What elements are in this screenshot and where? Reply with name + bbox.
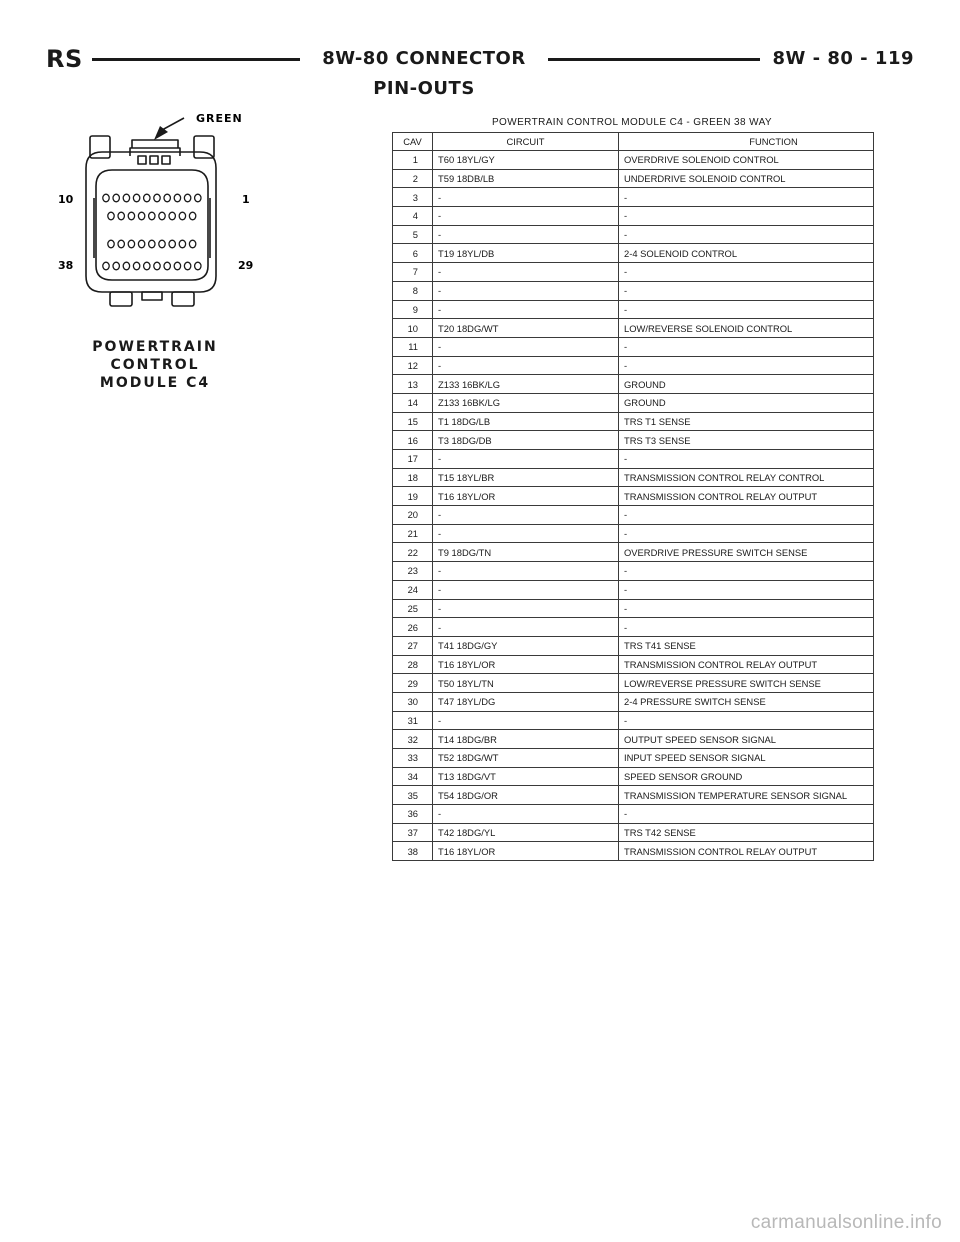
circuit-cell: T16 18YL/OR [433,487,619,506]
cav-cell: 15 [393,412,433,431]
table-row [393,169,874,188]
pin-cavity [144,262,150,270]
header-rule-right [548,58,760,61]
table-row [393,805,874,824]
pin-cavity [159,240,165,248]
function-cell: LOW/REVERSE PRESSURE SWITCH SENSE [619,674,874,693]
circuit-cell: - [433,281,619,300]
pin-cavity [184,194,190,202]
pin-cavity [133,194,139,202]
function-cell: - [619,300,874,319]
pin-cavity [169,240,175,248]
function-cell: - [619,524,874,543]
table-row [393,655,874,674]
cav-cell: 35 [393,786,433,805]
cav-cell: 25 [393,599,433,618]
cav-cell: 37 [393,823,433,842]
circuit-cell: Z133 16BK/LG [433,393,619,412]
function-cell: - [619,225,874,244]
circuit-cell: - [433,580,619,599]
cav-cell: 29 [393,674,433,693]
table-row [393,151,874,170]
function-cell: TRANSMISSION CONTROL RELAY OUTPUT [619,487,874,506]
table-header-row [393,133,874,151]
connector-color-label: GREEN [196,112,243,125]
latch-slot-3 [162,156,170,164]
function-cell: - [619,599,874,618]
table-row [393,188,874,207]
function-cell: TRS T42 SENSE [619,823,874,842]
circuit-cell: T14 18DG/BR [433,730,619,749]
header-function: FUNCTION [619,133,874,151]
function-cell: INPUT SPEED SENSOR SIGNAL [619,749,874,768]
pin-label-10: 10 [58,193,74,206]
table-row [393,356,874,375]
table-row [393,599,874,618]
outer-shell [86,152,216,292]
cav-cell: 30 [393,692,433,711]
circuit-cell: - [433,562,619,581]
cav-cell: 6 [393,244,433,263]
function-cell: - [619,207,874,226]
circuit-cell: - [433,188,619,207]
cav-cell: 12 [393,356,433,375]
circuit-cell: T3 18DG/DB [433,431,619,450]
function-cell: TRANSMISSION CONTROL RELAY OUTPUT [619,655,874,674]
function-cell: GROUND [619,393,874,412]
header-rule-left [92,58,304,61]
table-row [393,207,874,226]
circuit-cell: - [433,599,619,618]
header-circuit: CIRCUIT [433,133,619,151]
circuit-cell: - [433,711,619,730]
function-cell: TRS T3 SENSE [619,431,874,450]
circuit-cell: T42 18DG/YL [433,823,619,842]
circuit-cell: - [433,225,619,244]
table-row [393,749,874,768]
cav-cell: 36 [393,805,433,824]
latch-slot-2 [150,156,158,164]
table-row [393,730,874,749]
table-row [393,468,874,487]
table-row [393,300,874,319]
bottom-right-tab [172,292,194,306]
latch-body [130,140,180,156]
cav-cell: 9 [393,300,433,319]
function-cell: - [619,580,874,599]
circuit-cell: T15 18YL/BR [433,468,619,487]
table-row [393,674,874,693]
pin-cavity [189,212,195,220]
cav-cell: 16 [393,431,433,450]
circuit-cell: - [433,263,619,282]
circuit-cell: T54 18DG/OR [433,786,619,805]
function-cell: - [619,562,874,581]
pin-cavity [154,194,160,202]
function-cell: - [619,805,874,824]
latch-slot-1 [138,156,146,164]
cav-cell: 5 [393,225,433,244]
table-title: POWERTRAIN CONTROL MODULE C4 - GREEN 38 WAY [491,117,772,128]
circuit-cell: - [433,524,619,543]
caption-line-2: CONTROL [110,357,200,373]
cav-cell: 19 [393,487,433,506]
section-code: RS [46,45,83,73]
function-cell: - [619,188,874,207]
cav-cell: 23 [393,562,433,581]
table-row [393,450,874,469]
function-cell: TRANSMISSION CONTROL RELAY OUTPUT [619,842,874,861]
label-pointer-line [162,118,184,130]
circuit-cell: T19 18YL/DB [433,244,619,263]
circuit-cell: - [433,506,619,525]
table-row [393,487,874,506]
pin-cavity [133,262,139,270]
table-row [393,244,874,263]
circuit-cell: T20 18DG/WT [433,319,619,338]
circuit-cell: T1 18DG/LB [433,412,619,431]
pin-cavity [164,194,170,202]
cav-cell: 17 [393,450,433,469]
pin-cavity [189,240,195,248]
circuit-cell: - [433,300,619,319]
function-cell: - [619,450,874,469]
circuit-cell: - [433,356,619,375]
page-number: 8W - 80 - 119 [764,44,914,74]
table-row [393,281,874,300]
pin-cavity [103,194,109,202]
circuit-cell: T52 18DG/WT [433,749,619,768]
pin-cavity [154,262,160,270]
cav-cell: 26 [393,618,433,637]
function-cell: - [619,618,874,637]
circuit-cell: T41 18DG/GY [433,636,619,655]
cav-cell: 21 [393,524,433,543]
function-cell: - [619,263,874,282]
cav-cell: 33 [393,749,433,768]
pin-cavity [179,212,185,220]
circuit-cell: T60 18YL/GY [433,151,619,170]
cav-cell: 31 [393,711,433,730]
cav-cell: 4 [393,207,433,226]
cav-cell: 28 [393,655,433,674]
function-cell: - [619,281,874,300]
circuit-cell: Z133 16BK/LG [433,375,619,394]
pin-cavity [113,194,119,202]
table-row [393,842,874,861]
bottom-key [142,292,162,300]
table-row [393,580,874,599]
table-row [393,786,874,805]
cav-cell: 20 [393,506,433,525]
circuit-cell: T16 18YL/OR [433,655,619,674]
pin-cavity [108,240,114,248]
pin-cavity [108,212,114,220]
circuit-cell: T13 18DG/VT [433,767,619,786]
table-row [393,543,874,562]
pin-cavity [195,262,201,270]
circuit-cell: - [433,618,619,637]
pin-cavity [144,194,150,202]
cav-cell: 13 [393,375,433,394]
pin-cavity [184,262,190,270]
function-cell: TRANSMISSION CONTROL RELAY CONTROL [619,468,874,487]
circuit-cell: T16 18YL/OR [433,842,619,861]
table-row [393,375,874,394]
function-cell: OUTPUT SPEED SENSOR SIGNAL [619,730,874,749]
pin-cavity [138,212,144,220]
cav-cell: 38 [393,842,433,861]
function-cell: GROUND [619,375,874,394]
function-cell: UNDERDRIVE SOLENOID CONTROL [619,169,874,188]
table-row [393,225,874,244]
header-cav: CAV [393,133,433,151]
pin-cavity [179,240,185,248]
circuit-cell: T50 18YL/TN [433,674,619,693]
pin-cavity [103,262,109,270]
connector-illustration [50,108,254,328]
function-cell: - [619,711,874,730]
table-row [393,412,874,431]
table-row [393,636,874,655]
cav-cell: 3 [393,188,433,207]
table-row [393,319,874,338]
pin-cavity [118,212,124,220]
pin-cavity [138,240,144,248]
cav-cell: 22 [393,543,433,562]
cav-cell: 2 [393,169,433,188]
function-cell: 2-4 PRESSURE SWITCH SENSE [619,692,874,711]
pin-cavity [174,262,180,270]
watermark: carmanualsonline.info [750,1212,942,1233]
table-row [393,618,874,637]
function-cell: - [619,356,874,375]
function-cell: SPEED SENSOR GROUND [619,767,874,786]
cav-cell: 1 [393,151,433,170]
table-row [393,337,874,356]
function-cell: TRS T1 SENSE [619,412,874,431]
function-cell: 2-4 SOLENOID CONTROL [619,244,874,263]
pin-label-29: 29 [238,259,254,272]
table-row [393,823,874,842]
table-row [393,431,874,450]
pin-label-38: 38 [58,259,74,272]
circuit-cell: - [433,450,619,469]
function-cell: TRS T41 SENSE [619,636,874,655]
table-row [393,692,874,711]
function-cell: OVERDRIVE PRESSURE SWITCH SENSE [619,543,874,562]
cav-cell: 8 [393,281,433,300]
function-cell: - [619,506,874,525]
circuit-cell: T9 18DG/TN [433,543,619,562]
function-cell: LOW/REVERSE SOLENOID CONTROL [619,319,874,338]
cav-cell: 11 [393,337,433,356]
pin-cavity [123,194,129,202]
inner-face [96,170,208,280]
cav-cell: 27 [393,636,433,655]
table-row [393,767,874,786]
cav-cell: 32 [393,730,433,749]
cav-cell: 7 [393,263,433,282]
pinout-table [392,132,874,861]
pin-cavity [128,212,134,220]
pin-label-1: 1 [242,193,250,206]
table-row [393,393,874,412]
page-title: 8W-80 CONNECTOR PIN-OUTS [300,44,548,104]
circuit-cell: - [433,337,619,356]
table-row [393,263,874,282]
circuit-cell: T59 18DB/LB [433,169,619,188]
circuit-cell: T47 18YL/DG [433,692,619,711]
pin-cavity [149,240,155,248]
table-row [393,562,874,581]
table-row [393,506,874,525]
function-cell: TRANSMISSION TEMPERATURE SENSOR SIGNAL [619,786,874,805]
table-row [393,711,874,730]
pin-cavity [164,262,170,270]
function-cell: OVERDRIVE SOLENOID CONTROL [619,151,874,170]
pin-cavity [113,262,119,270]
function-cell: - [619,337,874,356]
pin-cavity [195,194,201,202]
pin-cavity [128,240,134,248]
cav-cell: 18 [393,468,433,487]
circuit-cell: - [433,805,619,824]
pin-cavity [174,194,180,202]
pin-cavity [118,240,124,248]
cav-cell: 34 [393,767,433,786]
connector-caption [90,338,220,392]
pin-cavity [149,212,155,220]
table-row [393,524,874,543]
cav-cell: 24 [393,580,433,599]
circuit-cell: - [433,207,619,226]
caption-line-1: POWERTRAIN [92,339,218,355]
pin-cavity [123,262,129,270]
bottom-left-tab [110,292,132,306]
pin-cavity [169,212,175,220]
caption-line-3: MODULE C4 [99,375,211,391]
pin-cavity [159,212,165,220]
cav-cell: 10 [393,319,433,338]
cav-cell: 14 [393,393,433,412]
